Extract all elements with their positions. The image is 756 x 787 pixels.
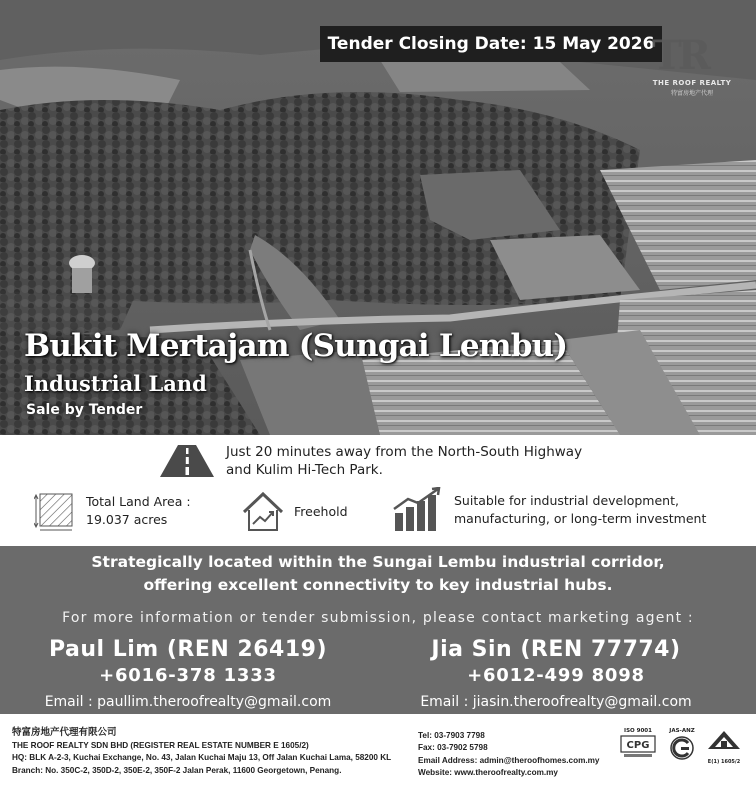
location-statement bbox=[0, 551, 756, 597]
agent-name: Jia Sin (REN 77774) bbox=[431, 637, 681, 662]
contact-section bbox=[0, 546, 756, 714]
logo-company-name: THE ROOF REALTY bbox=[652, 79, 732, 87]
strategic-line-1: Strategically located within the Sungai Lembu industrial corridor, bbox=[91, 553, 665, 571]
listing-sale-type: Sale by Tender bbox=[26, 402, 143, 418]
jas-anz-label: JAS-ANZ bbox=[669, 728, 695, 734]
footer-fax: Fax: 03-7902 5798 bbox=[418, 743, 488, 753]
footer-company-details bbox=[12, 740, 391, 777]
cpg-mark-text: CPG bbox=[626, 740, 650, 751]
e1-label: E(1) 1605/2 bbox=[707, 759, 741, 765]
land-area-label: Total Land Area : bbox=[86, 494, 191, 509]
agent-card-jiasin bbox=[386, 636, 726, 714]
agent-email-link[interactable]: Email : jiasin.theroofrealty@gmail.com bbox=[420, 694, 692, 710]
contact-prompt: For more information or tender submission, please contact marketing agent : bbox=[62, 610, 694, 626]
highway-line-2: and Kulim Hi-Tech Park. bbox=[226, 462, 383, 478]
land-area-icon bbox=[34, 490, 76, 532]
highway-icon bbox=[160, 443, 214, 479]
jas-anz-cert-badge bbox=[668, 728, 696, 765]
registration-logo-icon bbox=[706, 729, 742, 759]
footer-contact-details bbox=[418, 730, 599, 779]
tenure-value: Freehold bbox=[294, 504, 348, 519]
company-logo bbox=[646, 32, 738, 102]
suitability-line-2: manufacturing, or long-term investment bbox=[454, 511, 707, 526]
footer bbox=[0, 714, 756, 787]
suitability-line-1: Suitable for industrial development, bbox=[454, 493, 679, 508]
listing-subtitle: Industrial Land bbox=[24, 371, 207, 396]
feature-suitability bbox=[392, 487, 706, 533]
land-area-value: 19.037 acres bbox=[86, 512, 168, 527]
house-growth-icon bbox=[240, 490, 286, 534]
listing-title: Bukit Mertajam (Sungai Lembu) bbox=[24, 328, 568, 364]
feature-highway bbox=[160, 443, 582, 479]
agent-name: Paul Lim (REN 26419) bbox=[48, 637, 328, 662]
footer-hq: HQ: BLK A-2-3, Kuchai Exchange, No. 43, Jalan Kuchai Maju 13, Off Jalan Kuchai Lama, 58200 KL bbox=[12, 753, 392, 763]
feature-land-area bbox=[34, 490, 191, 532]
logo-chinese-name: 特富房地产代理 bbox=[670, 90, 713, 97]
cpg-logo-icon bbox=[620, 735, 656, 763]
tender-closing-banner: Tender Closing Date: 15 May 2026 bbox=[320, 26, 662, 62]
iso-cert-label: ISO 9001 bbox=[624, 728, 652, 734]
footer-branch: Branch: No. 350C-2, 350D-2, 350E-2, 350F-2 Jalan Perak, 11600 Georgetown, Penang. bbox=[12, 765, 342, 775]
industrial-growth-icon bbox=[392, 487, 444, 533]
agent-phone-link[interactable]: +6012-499 8098 bbox=[467, 665, 645, 686]
highway-line-1: Just 20 minutes away from the North-South Highway bbox=[226, 444, 583, 460]
feature-tenure bbox=[240, 490, 348, 534]
iso-cert-badge bbox=[620, 728, 656, 763]
agent-card-paul bbox=[18, 636, 358, 714]
logo-mark-letters: TR bbox=[652, 32, 708, 79]
footer-tel: Tel: 03-7903 7798 bbox=[418, 731, 485, 740]
footer-website-link[interactable]: Website: www.theroofrealty.com.my bbox=[418, 767, 558, 777]
e1-registration-badge bbox=[706, 728, 742, 765]
jas-anz-logo-icon bbox=[668, 735, 696, 765]
agent-phone-link[interactable]: +6016-378 1333 bbox=[99, 665, 277, 686]
footer-email-link[interactable]: Email Address: admin@theroofhomes.com.my bbox=[418, 755, 600, 765]
footer-chinese-name: 特富房地产代理有限公司 bbox=[12, 727, 117, 738]
features-section bbox=[0, 435, 756, 546]
footer-company: THE ROOF REALTY SDN BHD (REGISTER REAL ESTATE NUMBER E 1605/2) bbox=[12, 741, 309, 750]
strategic-line-2: offering excellent connectivity to key industrial hubs. bbox=[143, 576, 613, 594]
agent-email-link[interactable]: Email : paullim.theroofrealty@gmail.com bbox=[44, 694, 332, 710]
